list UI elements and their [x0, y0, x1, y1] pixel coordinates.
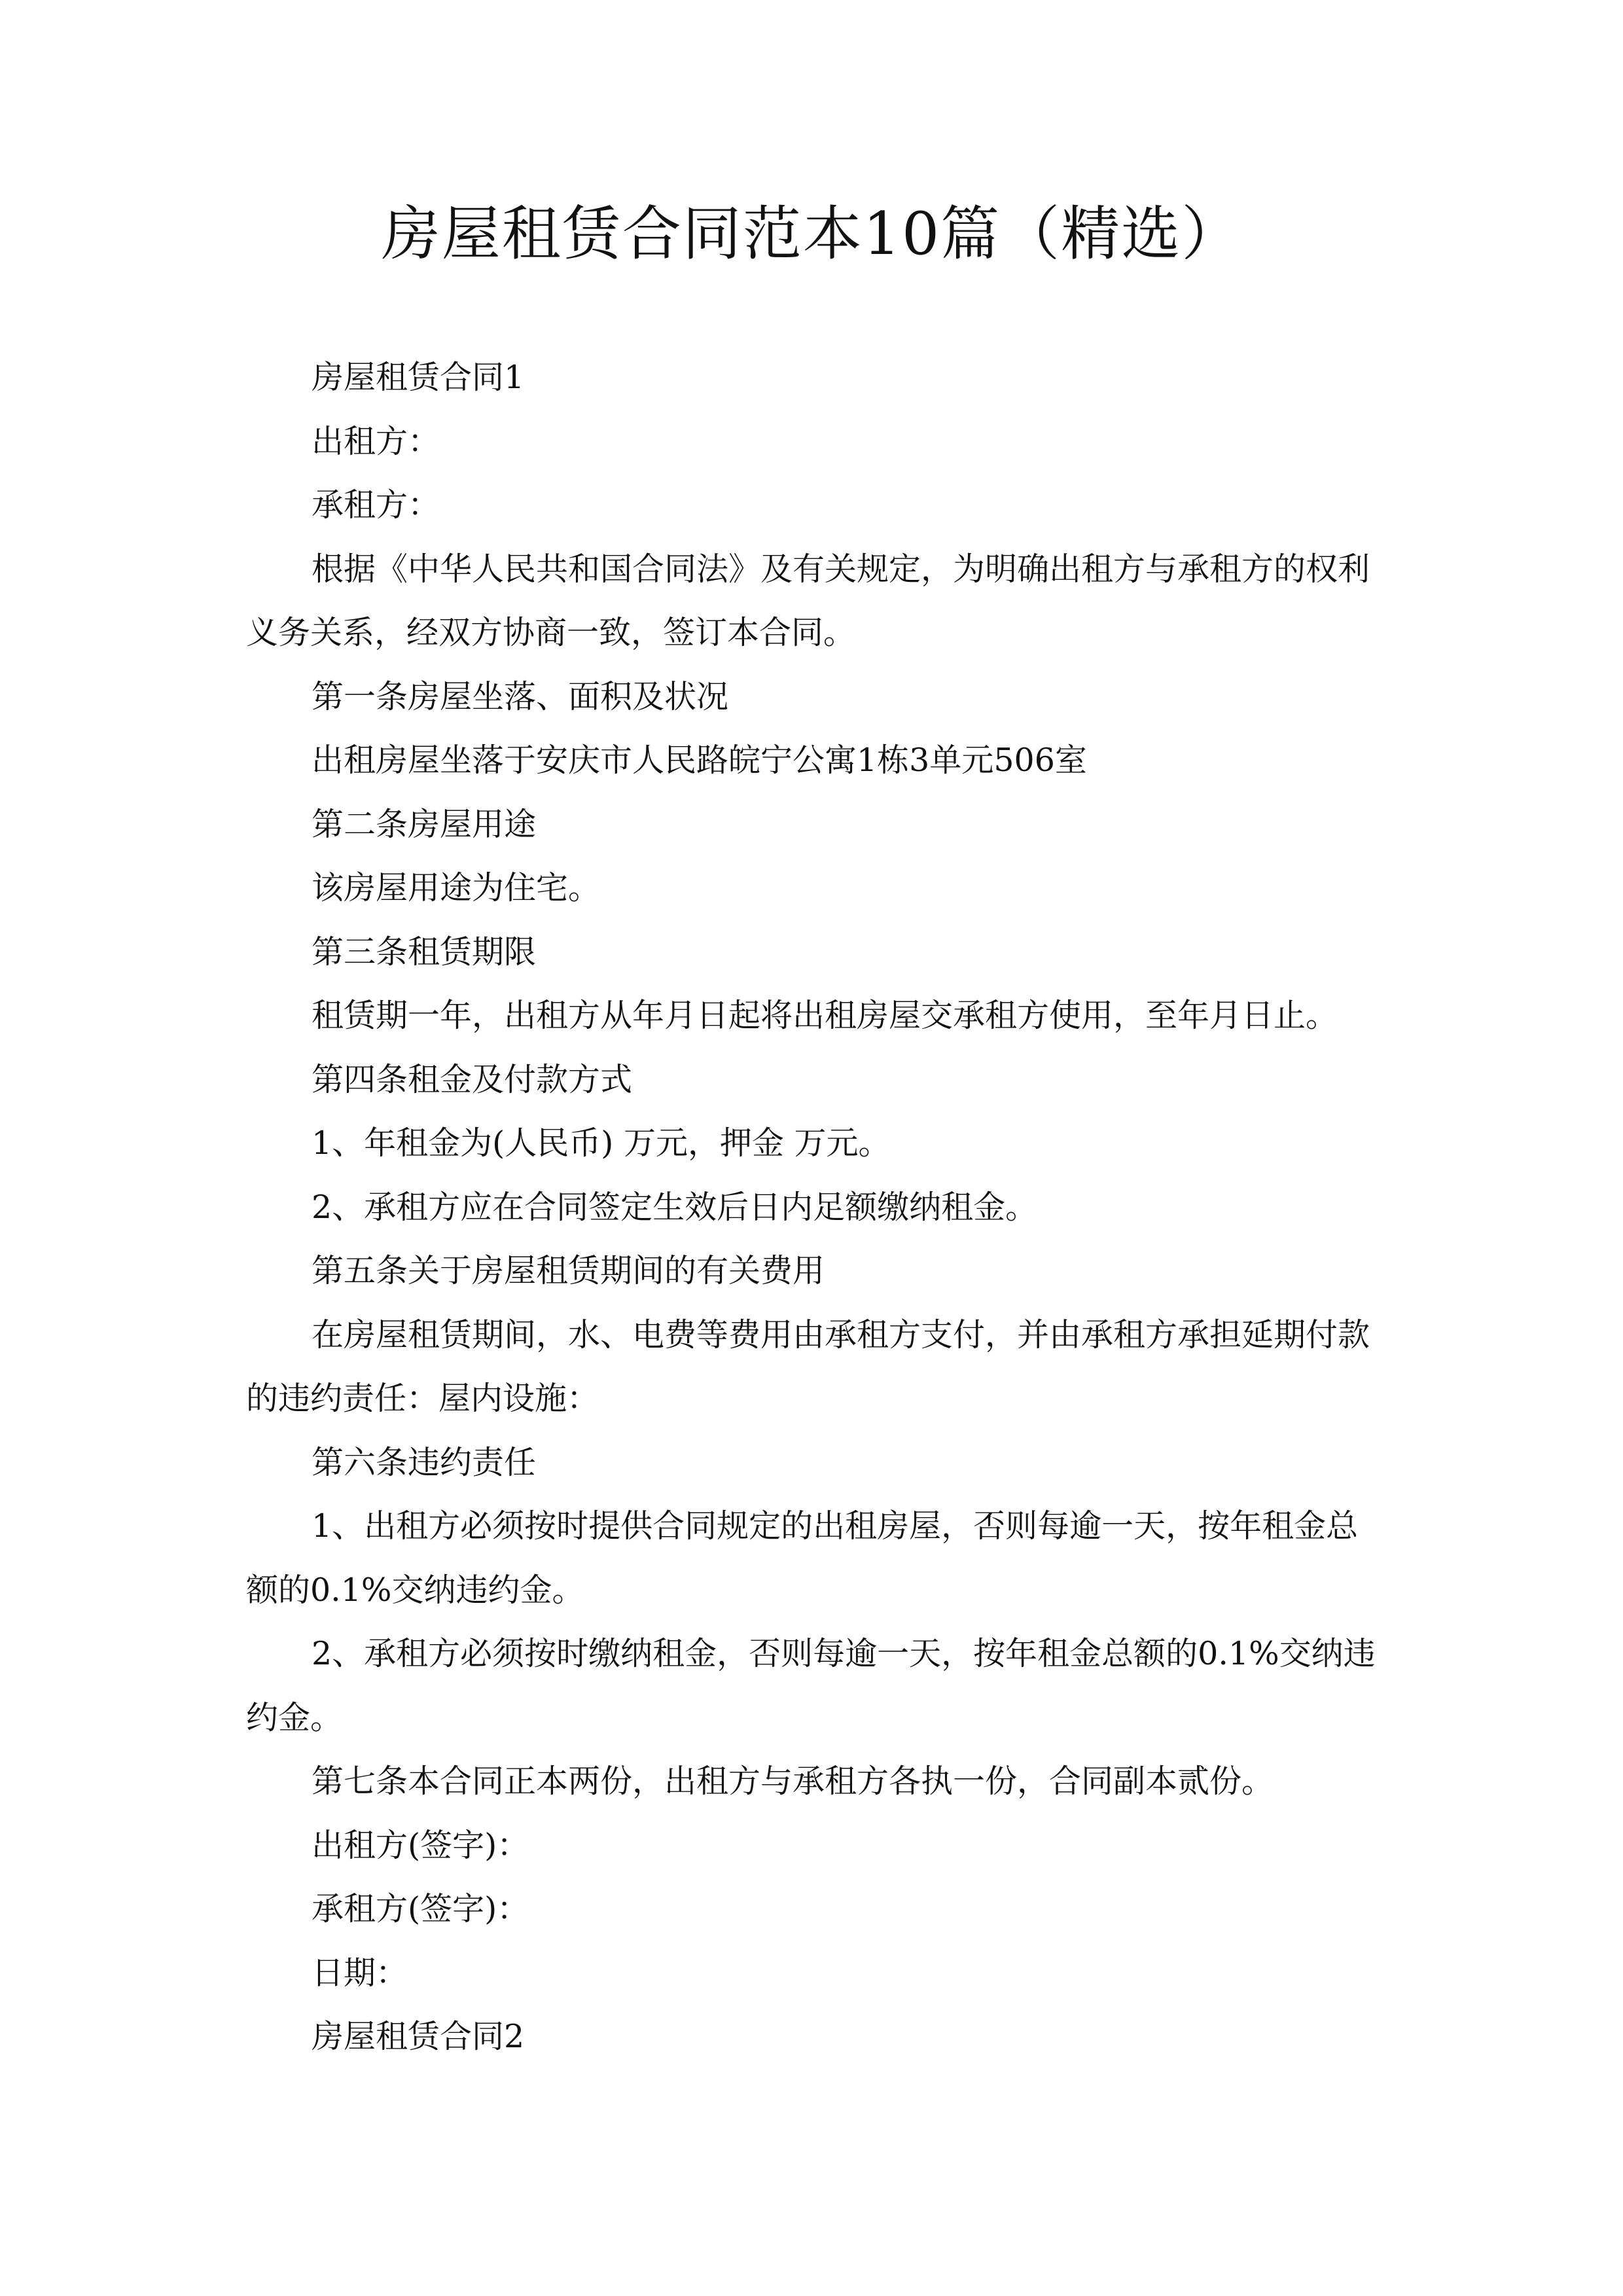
- text-line: 1、年租金为(人民币) 万元，押金 万元。: [312, 1124, 891, 1162]
- text-line: 出租方(签字)：: [312, 1826, 529, 1864]
- text-line: 第四条租金及付款方式: [312, 1060, 633, 1098]
- text-line: 义务关系，经双方协商一致，签订本合同。: [246, 614, 856, 651]
- text-line: 出租方：: [312, 422, 440, 460]
- paragraph: [246, 1941, 1378, 2005]
- text-line: 租赁期一年，出租方从年月日起将出租房屋交承租方使用，至年月日止。: [312, 997, 1338, 1034]
- paragraph: [246, 1622, 1378, 1749]
- paragraph: [246, 1814, 1378, 1878]
- paragraph: [246, 665, 1378, 729]
- paragraph: [246, 1111, 1378, 1175]
- paragraph: [246, 410, 1378, 474]
- text-line: 日期：: [312, 1954, 408, 1992]
- text-line: 约金。: [246, 1698, 343, 1736]
- paragraph: [246, 1175, 1378, 1240]
- text-line: 第六条违约责任: [312, 1443, 537, 1481]
- text-line: 第二条房屋用途: [312, 805, 537, 843]
- text-line: 房屋租赁合同2: [312, 2018, 525, 2055]
- paragraph: [246, 473, 1378, 537]
- text-line: 1、出租方必须按时提供合同规定的出租房屋，否则每逾一天，按年租金总: [312, 1507, 1359, 1545]
- paragraph: [246, 1877, 1378, 1941]
- paragraph: [246, 728, 1378, 793]
- text-line: 出租房屋坐落于安庆市人民路皖宁公寓1栋3单元506室: [312, 742, 1087, 779]
- text-line: 第一条房屋坐落、面积及状况: [312, 677, 729, 715]
- document-title: 房屋租赁合同范本10篇（精选）: [381, 200, 1242, 268]
- paragraph: [246, 856, 1378, 920]
- paragraph: [246, 1048, 1378, 1112]
- paragraph: [246, 1431, 1378, 1495]
- paragraph: [246, 1239, 1378, 1303]
- text-line: 承租方(签字)：: [312, 1890, 529, 1928]
- text-line: 第五条关于房屋租赁期间的有关费用: [312, 1252, 825, 1289]
- document-body: [246, 346, 1378, 2069]
- paragraph: [246, 2005, 1378, 2069]
- text-line: 的违约责任：屋内设施：: [246, 1380, 599, 1417]
- text-line: 第七条本合同正本两份，出租方与承租方各执一份，合同副本贰份。: [312, 1763, 1274, 1800]
- paragraph: [246, 537, 1378, 665]
- paragraph: [246, 1303, 1378, 1431]
- paragraph: [246, 984, 1378, 1048]
- text-line: 第三条租赁期限: [312, 933, 537, 971]
- paragraph: [246, 793, 1378, 857]
- text-line: 2、承租方必须按时缴纳租金，否则每逾一天，按年租金总额的0.1%交纳违: [312, 1635, 1376, 1672]
- paragraph: [246, 1494, 1378, 1622]
- text-line: 额的0.1%交纳违约金。: [246, 1571, 584, 1609]
- text-line: 房屋租赁合同1: [312, 359, 525, 396]
- text-line: 承租方：: [312, 486, 440, 524]
- paragraph: [246, 1749, 1378, 1814]
- text-line: 根据《中华人民共和国合同法》及有关规定，为明确出租方与承租方的权利: [312, 550, 1370, 588]
- text-line: 2、承租方应在合同签定生效后日内足额缴纳租金。: [312, 1188, 1038, 1226]
- paragraph: [246, 346, 1378, 410]
- text-line: 在房屋租赁期间，水、电费等费用由承租方支付，并由承租方承担延期付款: [312, 1316, 1370, 1354]
- text-line: 该房屋用途为住宅。: [312, 869, 601, 906]
- paragraph: [246, 920, 1378, 984]
